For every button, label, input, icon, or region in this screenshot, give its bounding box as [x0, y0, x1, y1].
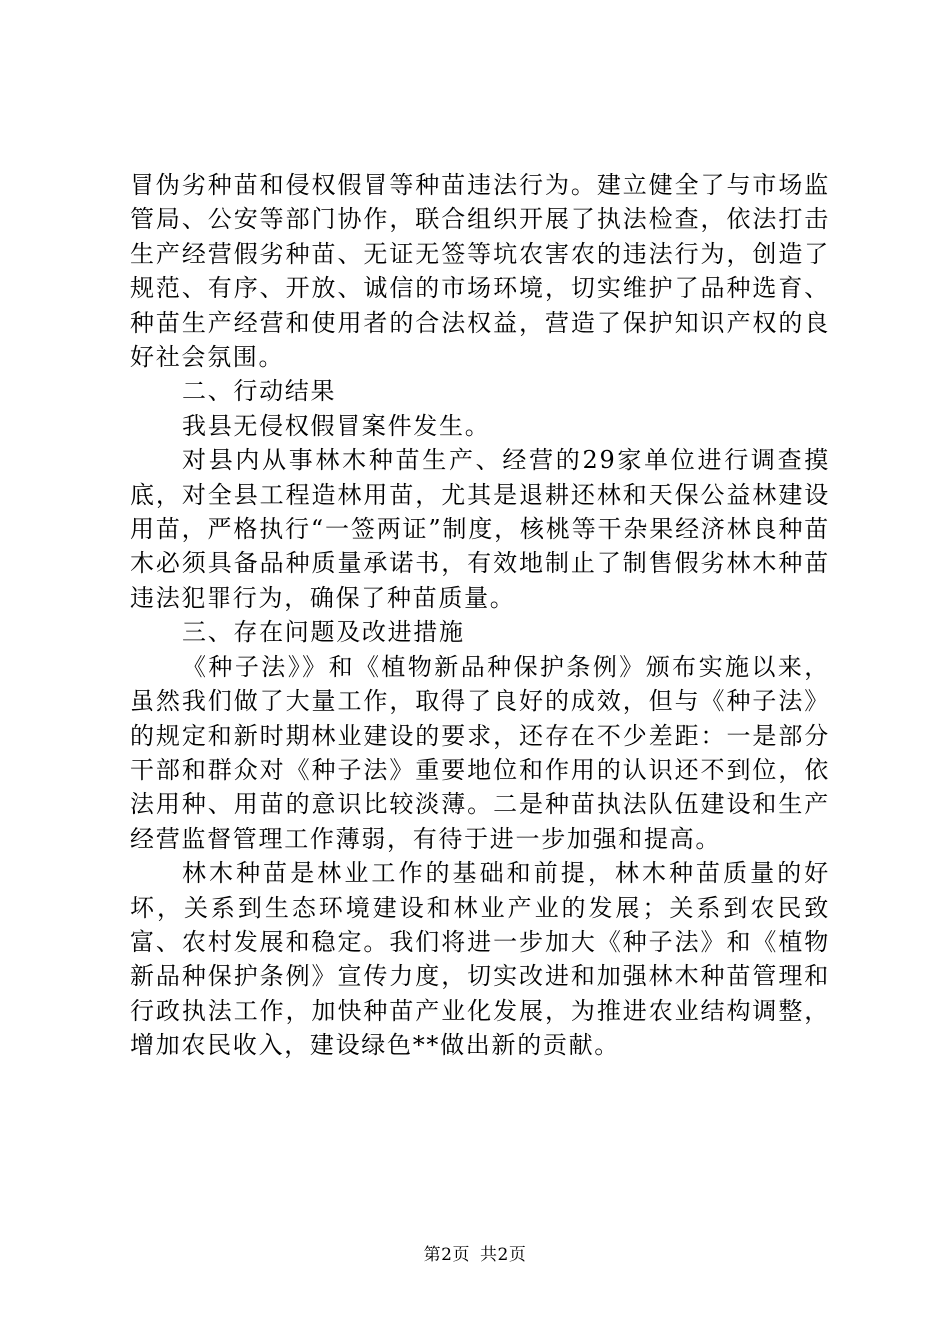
section-heading-problems: 三、存在问题及改进措施	[182, 618, 465, 647]
paragraph-problems: 《种子法》》和《植物新品种保护条例》颁布实施以来，虽然我们做了大量工作，取得了良好的成效，但与《种子法》的规定和新时期林业建设的要求，还存在不少差距：一是部分干部和群众对《种子法》重要地位和作用的认识还不到位，依法用种、用苗的意识比较淡薄。二是种苗执法队伍建设和生产经营监督管理工作薄弱，有待于进一步加强和提高。	[130, 652, 830, 853]
document-body	[130, 168, 830, 1063]
paragraph-no-cases: 我县无侵权假冒案件发生。	[182, 411, 491, 440]
page-footer	[0, 1240, 950, 1265]
page-total: 共2页	[480, 1245, 527, 1265]
page-number: 第2页	[423, 1245, 470, 1265]
paragraph-continuation: 冒伪劣种苗和侵权假冒等种苗违法行为。建立健全了与市场监管局、公安等部门协作，联合组织开展了执法检查，依法打击生产经营假劣种苗、无证无签等坑农害农的违法行为，创造了规范、有序、开放、诚信的市场环境，切实维护了品种选育、种苗生产经营和使用者的合法权益，营造了保护知识产权的良好社会氛围。	[130, 171, 830, 372]
paragraph-survey: 对县内从事林木种苗生产、经营的29家单位进行调查摸底，对全县工程造林用苗，尤其是退耕还林和天保公益林建设用苗，严格执行“一签两证”制度，核桃等干杂果经济林良种苗木必须具备品种质量承诺书，有效地制止了制售假劣林木种苗违法犯罪行为，确保了种苗质量。	[130, 446, 830, 612]
paragraph-conclusion: 林木种苗是林业工作的基础和前提，林木种苗质量的好坏，关系到生态环境建设和林业产业的发展；关系到农民致富、农村发展和稳定。我们将进一步加大《种子法》和《植物新品种保护条例》宣传力度，切实改进和加强林木种苗管理和行政执法工作，加快种苗产业化发展，为推进农业结构调整，增加农民收入，建设绿色**做出新的贡献。	[130, 859, 830, 1060]
section-heading-results: 二、行动结果	[182, 377, 337, 406]
